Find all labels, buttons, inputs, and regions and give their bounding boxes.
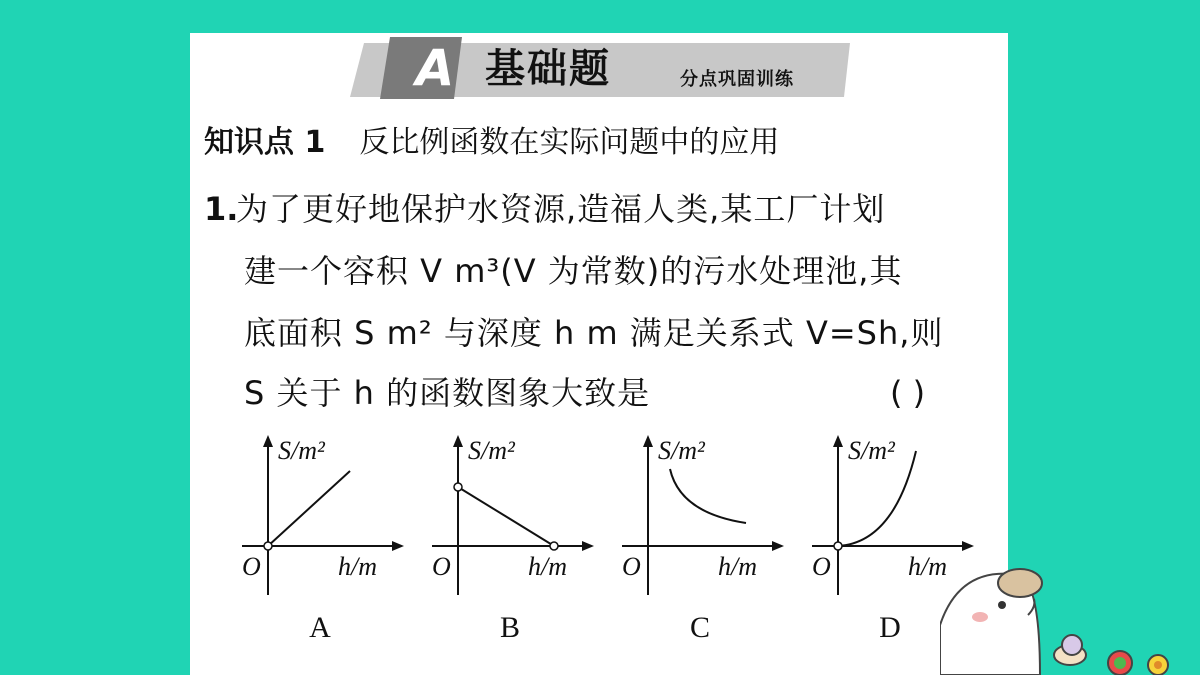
knowledge-point-title: 反比例函数在实际问题中的应用: [359, 125, 780, 160]
graph-c: [618, 431, 788, 601]
question-line-2: 建一个容积 V m³(V 为常数)的污水处理池,其: [244, 252, 903, 290]
option-d-label[interactable]: D: [879, 611, 901, 644]
graph-a-curve: [268, 471, 350, 546]
open-point: [550, 542, 558, 550]
graph-c-curve: [670, 469, 746, 523]
origin-label: O: [812, 552, 831, 581]
open-point: [454, 483, 462, 491]
knowledge-point-heading: [204, 123, 779, 163]
y-axis-arrow: [833, 435, 843, 447]
flower-center-icon: [1154, 661, 1162, 669]
dog-ear-icon: [998, 569, 1042, 597]
graph-d-curve: [838, 451, 916, 546]
question-line-1: 为了更好地保护水资源,造福人类,某工厂计划: [236, 190, 886, 228]
x-axis-arrow: [962, 541, 974, 551]
x-axis-arrow: [392, 541, 404, 551]
y-axis-arrow: [263, 435, 273, 447]
x-axis-label: h/m: [908, 552, 947, 581]
section-banner: [350, 37, 862, 99]
origin-label: O: [432, 552, 451, 581]
x-axis-label: h/m: [528, 552, 567, 581]
x-axis-arrow: [582, 541, 594, 551]
answer-parentheses: ( ): [890, 374, 926, 412]
graph-b-curve: [458, 487, 554, 546]
banner-title: 基础题: [485, 46, 611, 92]
origin-label: O: [622, 552, 641, 581]
x-axis-label: h/m: [338, 552, 377, 581]
question-number: 1.: [204, 190, 239, 228]
y-axis-arrow: [643, 435, 653, 447]
x-axis-label: h/m: [718, 552, 757, 581]
dog-cheek-icon: [972, 612, 988, 622]
question-line-3: 底面积 S m² 与深度 h m 满足关系式 V=Sh,则: [244, 314, 944, 352]
banner-letter: A: [415, 39, 455, 97]
y-axis-label: S/m²: [658, 436, 705, 465]
y-axis-label: S/m²: [848, 436, 895, 465]
mushroom-spot-icon: [1114, 657, 1126, 669]
option-b-label[interactable]: B: [499, 611, 520, 644]
worksheet-card: [190, 33, 1008, 675]
cartoon-decoration: [940, 555, 1200, 675]
banner-subtitle: 分点巩固训练: [680, 69, 794, 90]
question-line-4: S 关于 h 的函数图象大致是: [244, 374, 651, 412]
open-point: [834, 542, 842, 550]
knowledge-point-label: 知识点 1: [204, 125, 326, 160]
y-axis-arrow: [453, 435, 463, 447]
y-axis-label: S/m²: [468, 436, 515, 465]
x-axis-arrow: [772, 541, 784, 551]
graph-a: [238, 431, 408, 601]
option-c-label[interactable]: C: [689, 611, 710, 644]
origin-label: O: [242, 552, 261, 581]
graph-b: [428, 431, 598, 601]
open-point: [264, 542, 272, 550]
snail-shell-icon: [1062, 635, 1082, 655]
option-a-label[interactable]: A: [309, 611, 331, 644]
dog-eye-icon: [998, 601, 1006, 609]
y-axis-label: S/m²: [278, 436, 325, 465]
